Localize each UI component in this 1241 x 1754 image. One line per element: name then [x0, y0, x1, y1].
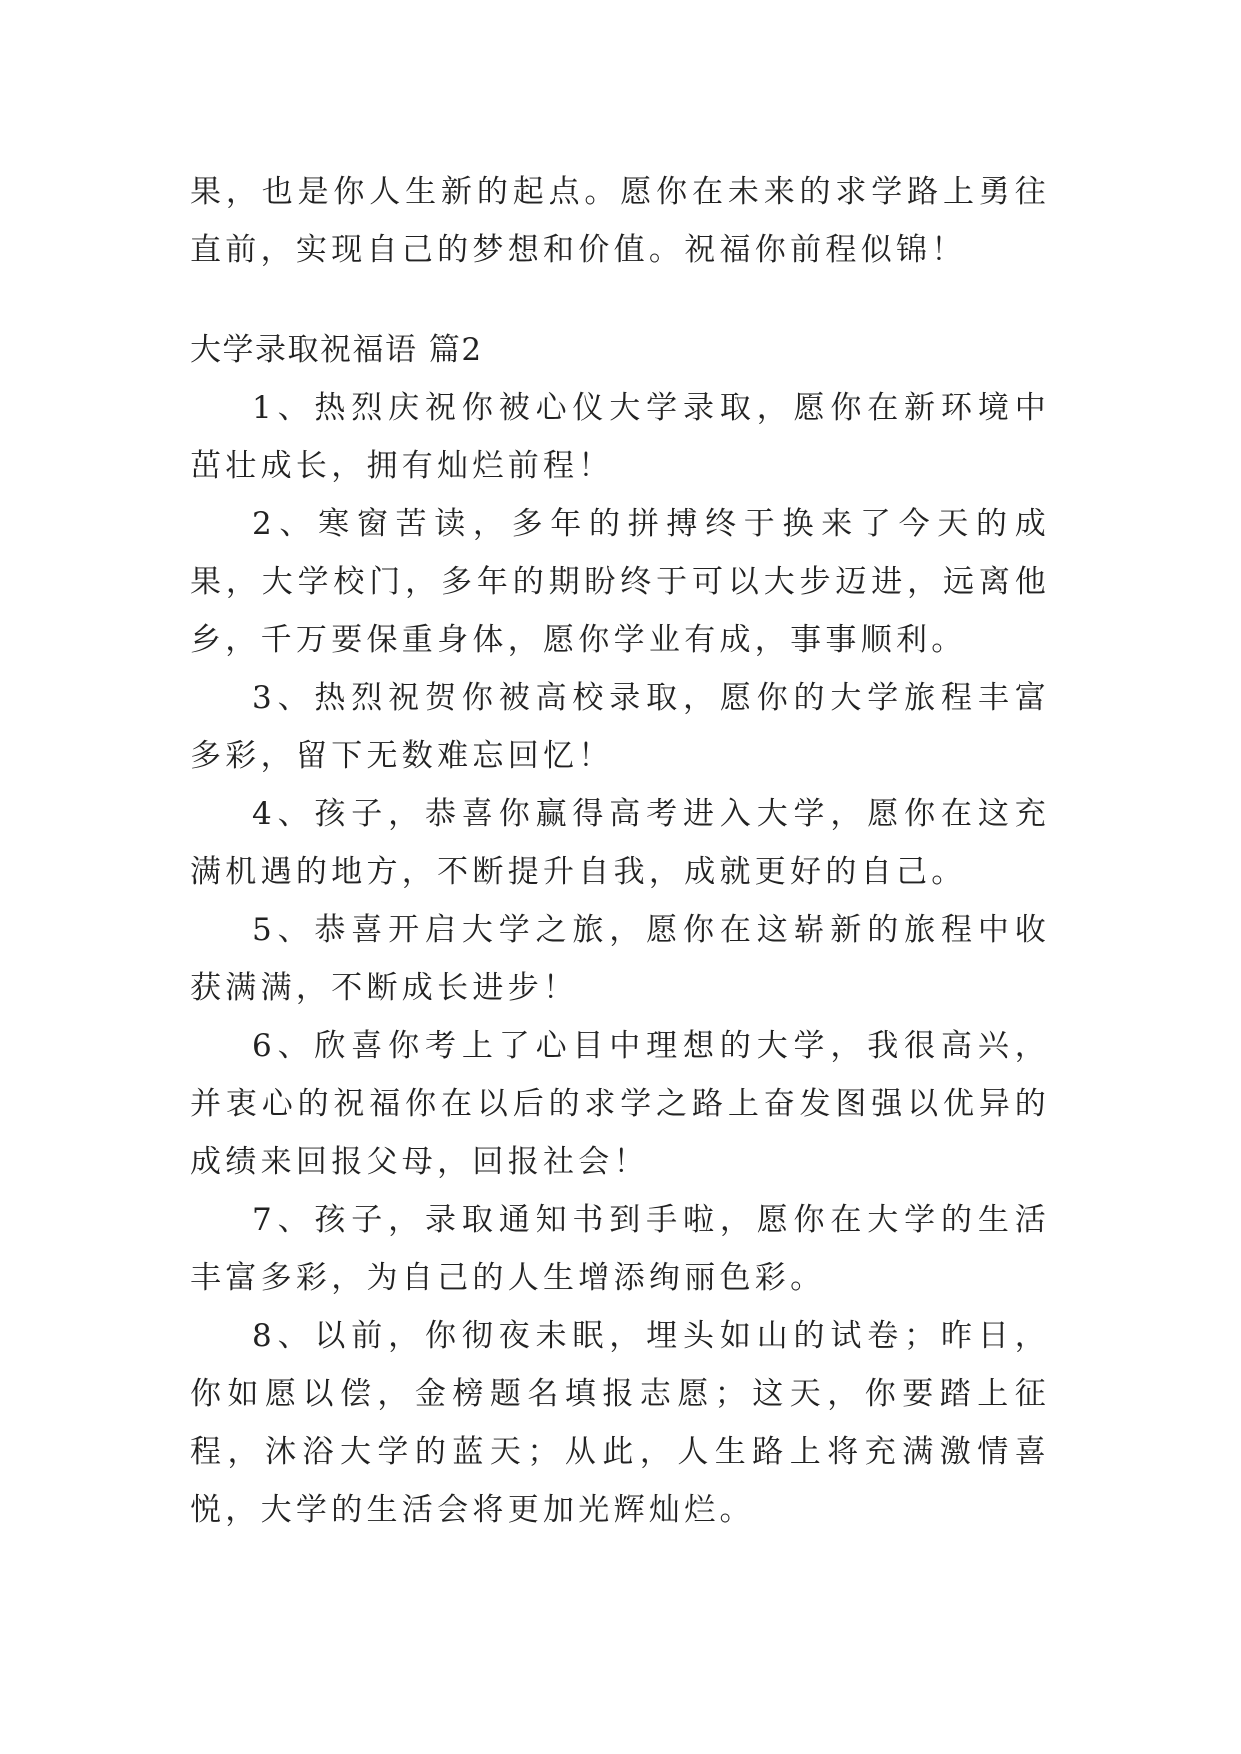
document-body [190, 163, 1050, 1539]
wish-item-2: 2、寒窗苦读，多年的拼搏终于换来了今天的成果，大学校门，多年的期盼终于可以大步迈进，远离他乡，千万要保重身体，愿你学业有成，事事顺利。 [190, 506, 1050, 658]
wish-item-1: 1、热烈庆祝你被心仪大学录取，愿你在新环境中茁壮成长，拥有灿烂前程！ [190, 390, 1050, 484]
wish-item-7: 7、孩子，录取通知书到手啦，愿你在大学的生活丰富多彩，为自己的人生增添绚丽色彩。 [190, 1202, 1050, 1296]
wish-item-3: 3、热烈祝贺你被高校录取，愿你的大学旅程丰富多彩，留下无数难忘回忆！ [190, 680, 1050, 774]
wish-item-5: 5、恭喜开启大学之旅，愿你在这崭新的旅程中收获满满，不断成长进步！ [190, 912, 1050, 1006]
wish-item-4: 4、孩子，恭喜你赢得高考进入大学，愿你在这充满机遇的地方，不断提升自我，成就更好的自己。 [190, 796, 1050, 890]
intro-paragraph: 果，也是你人生新的起点。愿你在未来的求学路上勇往直前，实现自己的梦想和价值。祝福你前程似锦！ [190, 174, 1050, 268]
wish-item-8: 8、以前，你彻夜未眠，埋头如山的试卷；昨日，你如愿以偿，金榜题名填报志愿；这天，你要踏上征程，沐浴大学的蓝天；从此，人生路上将充满激情喜悦，大学的生活会将更加光辉灿烂。 [190, 1318, 1050, 1528]
wish-item-6: 6、欣喜你考上了心目中理想的大学，我很高兴，并衷心的祝福你在以后的求学之路上奋发图强以优异的成绩来回报父母，回报社会！ [190, 1028, 1050, 1180]
section-title: 大学录取祝福语 篇2 [190, 332, 483, 368]
